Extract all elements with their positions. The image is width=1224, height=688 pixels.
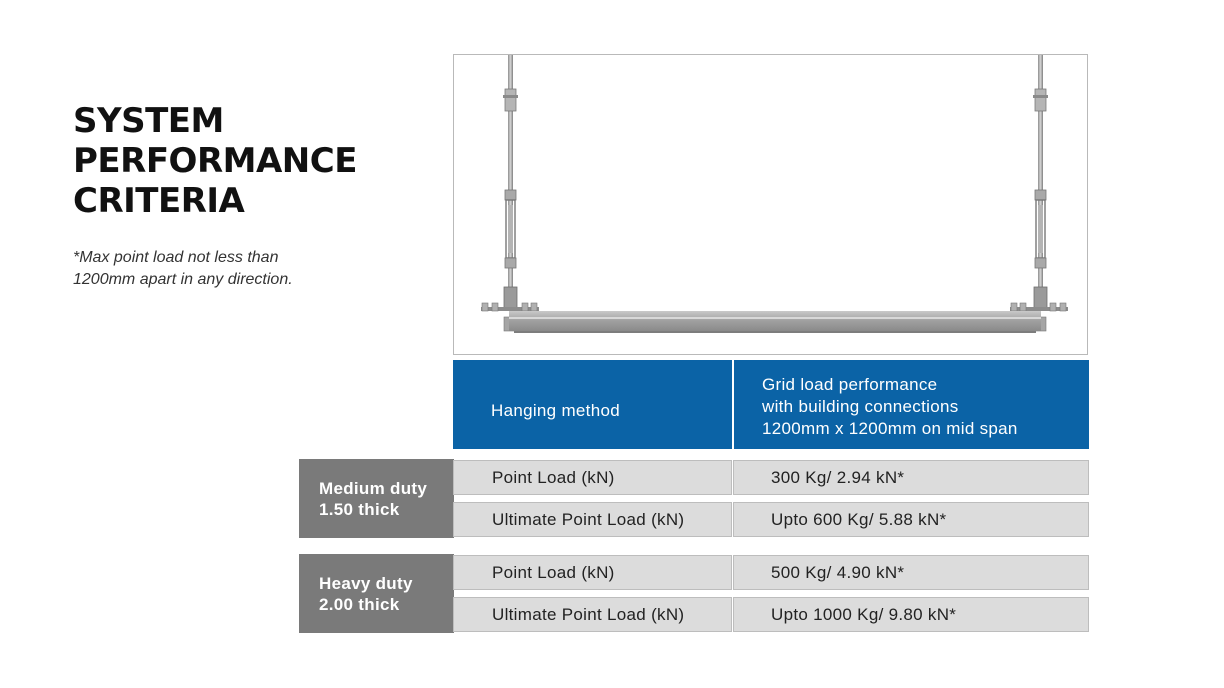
hanger-grid-drawing	[454, 55, 1087, 354]
cell-text: Upto 600 Kg/ 5.88 kN*	[771, 509, 947, 529]
title-line: CRITERIA	[73, 181, 245, 221]
table-cell-value	[733, 460, 1089, 495]
cell-text: Upto 1000 Kg/ 9.80 kN*	[771, 604, 957, 624]
cell-text: Point Load (kN)	[492, 562, 615, 582]
header-label: Hanging method	[491, 400, 620, 420]
group-label-medium-duty	[299, 459, 454, 538]
right-hanger-rod	[1033, 55, 1048, 309]
table-cell-method	[453, 460, 732, 495]
load-footnote	[73, 247, 333, 291]
table-cell-value	[733, 555, 1089, 590]
group-label-line: 1.50 thick	[319, 499, 400, 519]
title-line: SYSTEM	[73, 101, 224, 141]
table-cell-value	[733, 502, 1089, 537]
cell-text: Ultimate Point Load (kN)	[492, 509, 685, 529]
group-label-line: Medium duty	[319, 478, 428, 498]
suspension-system-illustration	[453, 54, 1088, 355]
table-cell-method	[453, 555, 732, 590]
cell-text: 500 Kg/ 4.90 kN*	[771, 562, 905, 582]
table-cell-method	[453, 502, 732, 537]
group-label-line: 2.00 thick	[319, 594, 400, 614]
note-line: 1200mm apart in any direction.	[73, 271, 293, 288]
cell-text: Ultimate Point Load (kN)	[492, 604, 685, 624]
table-cell-method	[453, 597, 732, 632]
header-line: 1200mm x 1200mm on mid span	[762, 419, 1018, 438]
group-label-line: Heavy duty	[319, 573, 413, 593]
page-title	[73, 101, 357, 221]
note-line: *Max point load not less than	[73, 249, 279, 266]
header-grid-load-performance	[734, 360, 1089, 449]
grid-beam	[509, 311, 1041, 333]
cell-text: Point Load (kN)	[492, 467, 615, 487]
header-hanging-method	[453, 360, 732, 449]
cell-text: 300 Kg/ 2.94 kN*	[771, 467, 905, 487]
table-cell-value	[733, 597, 1089, 632]
group-label-heavy-duty	[299, 554, 454, 633]
header-line: Grid load performance	[762, 375, 938, 394]
title-line: PERFORMANCE	[73, 141, 357, 181]
left-hanger-rod	[503, 55, 518, 309]
header-line: with building connections	[762, 397, 959, 416]
